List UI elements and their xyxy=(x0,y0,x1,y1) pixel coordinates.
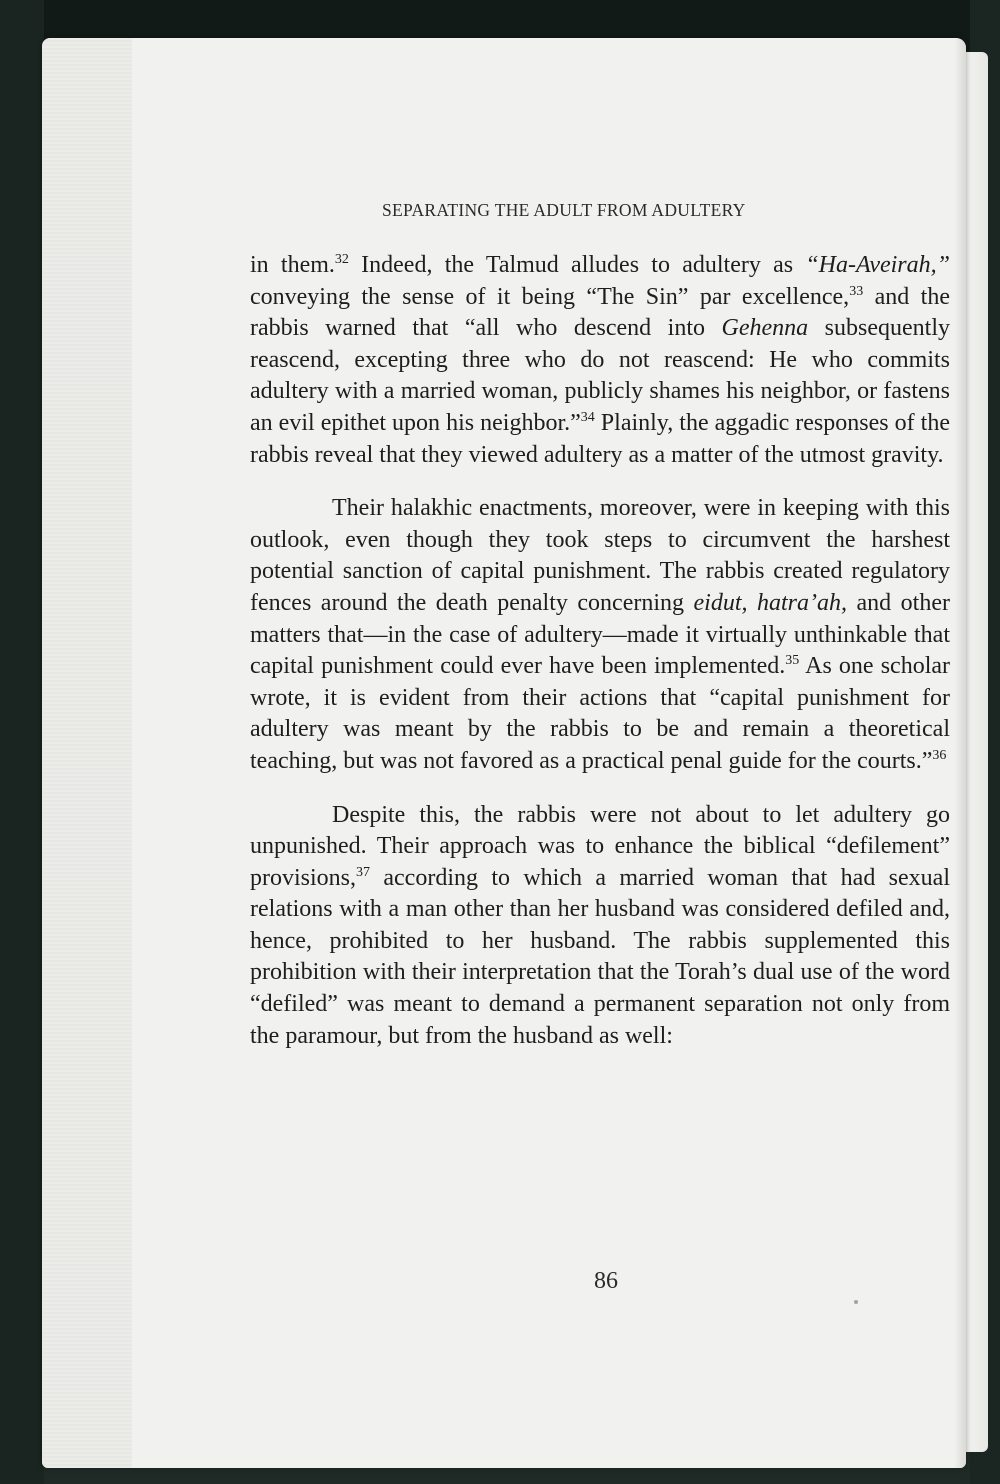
footnote-ref-34: 34 xyxy=(580,409,595,425)
running-head: SEPARATING THE ADULT FROM ADULTERY xyxy=(382,200,746,220)
paper-speck xyxy=(854,1300,858,1304)
footnote-ref-35: 35 xyxy=(785,653,800,669)
paragraph-2: Their halakhic enactments, moreover, were in keeping with this outlook, even though they took steps to circumvent the harshest potential sanction of capital punishment. The rabbis created regulatory fences around the death penalty concerning eidut, hatra’ah, and other matters that—in the case of adultery—made it virtually unthinkable that capital punishment could ever have been implemented.$^{35}$ As one scholar wrote, it is evident from their actions that “capital punishment for adultery was meant by the rabbis to be and remain a theoretical teaching, but was not favored as a practical penal guide for the courts.”$^{36}$ xyxy=(250,495,951,774)
footnote-ref-37: 37 xyxy=(356,864,371,880)
italic-term: eidut, hatra’ah, xyxy=(693,589,848,616)
italic-term: “Ha-Aveirah,” xyxy=(805,252,950,278)
body-text xyxy=(250,250,950,1052)
backdrop-left xyxy=(0,0,44,1484)
italic-term: Gehenna xyxy=(721,315,809,342)
page-binding-shadow xyxy=(954,38,966,1468)
page-number: 86 xyxy=(594,1268,618,1294)
footnote-ref-36: 36 xyxy=(932,747,947,763)
page-stack-edge xyxy=(42,38,132,1468)
footnote-ref-33: 33 xyxy=(849,283,864,299)
book-page xyxy=(42,38,966,1468)
paragraph-1: in them.$^{32}$ Indeed, the Talmud alludes to adultery as “Ha-Aveirah,” conveying the sense of it being “The Sin” par excellence,$^{33}$ and the rabbis warned that “all who descend into Gehenna subsequently reascend, excepting three who do not reascend: He who commits adultery with a married woman, publicly shames his neighbor, or fastens an evil epithet upon his neighbor.”$^{34}$ Plainly, the aggadic responses of the rabbis reveal that they viewed adultery as a matter of the utmost gravity. xyxy=(250,252,950,468)
paragraph-3: Despite this, the rabbis were not about to let adultery go unpunished. Their approach was to enhance the biblical “defilement” provisions,$^{37}$ according to which a married woman that had sexual relations with a man other than her husband was considered defiled and, hence, prohibited to her husband. The rabbis supplemented this prohibition with their interpretation that the Torah’s dual use of the word “defiled” was meant to demand a permanent separation not only from the paramour, but from the husband as well: xyxy=(250,801,950,1049)
footnote-ref-32: 32 xyxy=(334,252,349,267)
